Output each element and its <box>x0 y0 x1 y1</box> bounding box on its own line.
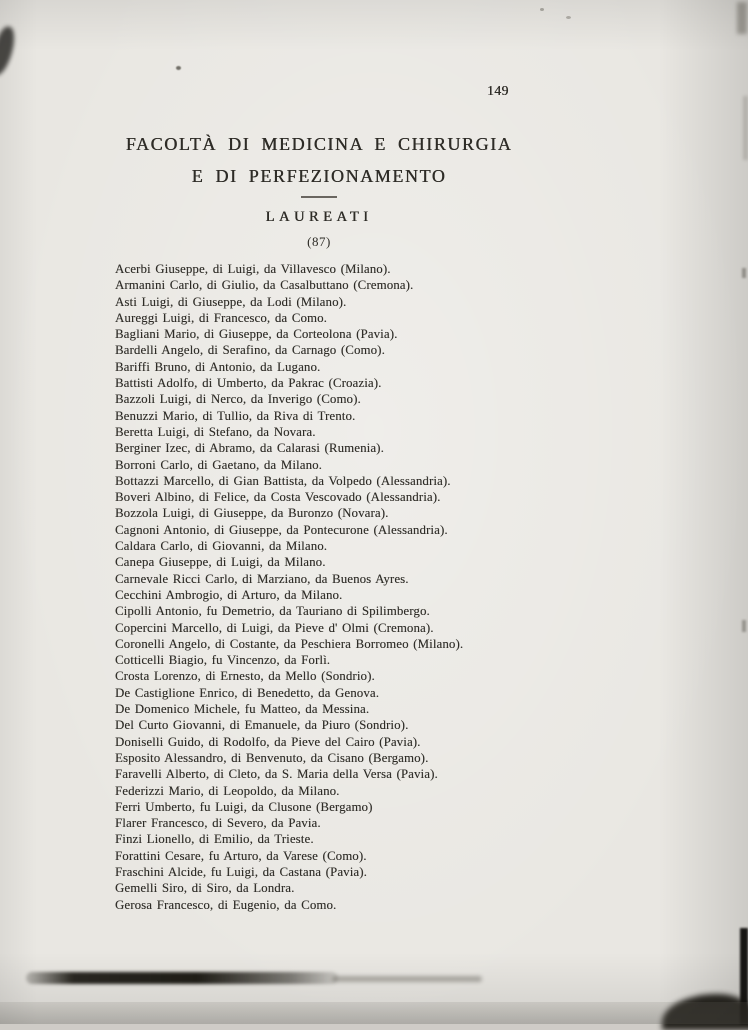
list-item: Coronelli Angelo, di Costante, da Peschiera Borromeo (Milano). <box>115 636 464 651</box>
list-item: Flarer Francesco, di Severo, da Pavia. <box>115 816 321 831</box>
list-item: Armanini Carlo, di Giulio, da Casalbuttano (Cremona). <box>115 278 414 293</box>
list-item: Aureggi Luigi, di Francesco, da Como. <box>115 310 327 325</box>
section-heading: LAUREATI <box>265 209 373 225</box>
list-item: Esposito Alessandro, di Benvenuto, da Cisano (Bergamo). <box>115 750 429 765</box>
scan-speck-right <box>742 620 746 632</box>
list-item: Forattini Cesare, fu Arturo, da Varese (Como). <box>115 848 367 863</box>
list-item: Fraschini Alcide, fu Luigi, da Castana (Pavia). <box>115 864 367 879</box>
laureati-list <box>115 261 525 913</box>
list-item: Bagliani Mario, di Giuseppe, da Corteolona (Pavia). <box>115 327 398 342</box>
scan-speck-right <box>742 268 746 278</box>
list-item: Faravelli Alberto, di Cleto, da S. Maria della Versa (Pavia). <box>115 767 438 782</box>
list-item: Cipolli Antonio, fu Demetrio, da Tauriano di Spilimbergo. <box>115 604 430 619</box>
list-item: Boveri Albino, di Felice, da Costa Vescovado (Alessandria). <box>115 490 441 505</box>
scan-speck <box>566 16 571 19</box>
list-item: Bozzola Luigi, di Giuseppe, da Buronzo (Novara). <box>115 506 389 521</box>
scan-speck <box>540 8 544 11</box>
faculty-title-line2: E DI PERFEZIONAMENTO <box>191 166 447 186</box>
faculty-title <box>113 128 525 192</box>
list-item: Carnevale Ricci Carlo, di Marziano, da Buenos Ayres. <box>115 571 409 586</box>
list-item: Acerbi Giuseppe, di Luigi, da Villavesco (Milano). <box>115 262 391 276</box>
scan-blob-bottom-right <box>662 994 748 1030</box>
list-item: Gemelli Siro, di Siro, da Londra. <box>115 881 295 896</box>
page-number: 149 <box>487 83 509 98</box>
list-item: De Domenico Michele, fu Matteo, da Messina. <box>115 702 370 717</box>
scan-smudge-top-left <box>0 24 19 77</box>
list-item: Bottazzi Marcello, di Gian Battista, da Volpedo (Alessandria). <box>115 473 451 488</box>
list-item: Del Curto Giovanni, di Emanuele, da Piuro (Sondrio). <box>115 718 409 733</box>
list-item: Finzi Lionello, di Emilio, da Trieste. <box>115 832 314 847</box>
list-item: Bariffi Bruno, di Antonio, da Lugano. <box>115 359 321 374</box>
list-item: Beretta Luigi, di Stefano, da Novara. <box>115 424 316 439</box>
scan-streak-bottom-right <box>740 928 748 1024</box>
page-content <box>113 0 525 913</box>
faculty-title-line1: FACOLTÀ DI MEDICINA E CHIRURGIA <box>125 134 513 154</box>
title-divider <box>301 196 337 198</box>
list-item: Cagnoni Antonio, di Giuseppe, da Pontecurone (Alessandria). <box>115 522 448 537</box>
list-item: Copercini Marcello, di Luigi, da Pieve d' Olmi (Cremona). <box>115 620 434 635</box>
graduate-count: (87) <box>307 234 331 249</box>
list-item: Borroni Carlo, di Gaetano, da Milano. <box>115 457 323 472</box>
list-item: Crosta Lorenzo, di Ernesto, da Mello (Sondrio). <box>115 669 375 684</box>
list-item: Berginer Izec, di Abramo, da Calarasi (Rumenia). <box>115 441 384 456</box>
list-item: Gerosa Francesco, di Eugenio, da Como. <box>115 897 337 912</box>
scan-smear-bottom-faint <box>332 976 482 982</box>
scan-streak-right <box>743 96 748 160</box>
list-item: Ferri Umberto, fu Luigi, da Clusone (Bergamo) <box>115 799 373 814</box>
list-item: De Castiglione Enrico, di Benedetto, da Genova. <box>115 685 380 700</box>
scan-bottom-edge-band <box>0 1002 748 1024</box>
scan-smear-bottom <box>26 972 338 984</box>
list-item: Cecchini Ambrogio, di Arturo, da Milano. <box>115 587 343 602</box>
list-item: Doniselli Guido, di Rodolfo, da Pieve del Cairo (Pavia). <box>115 734 421 749</box>
list-item: Asti Luigi, di Giuseppe, da Lodi (Milano). <box>115 294 347 309</box>
list-item: Federizzi Mario, di Leopoldo, da Milano. <box>115 783 340 798</box>
list-item: Cotticelli Biagio, fu Vincenzo, da Forlì. <box>115 653 331 668</box>
list-item: Battisti Adolfo, di Umberto, da Pakrac (Croazia). <box>115 376 382 391</box>
scan-mark-top-right <box>737 2 747 34</box>
list-item: Bardelli Angelo, di Serafino, da Carnago (Como). <box>115 343 385 358</box>
list-item: Bazzoli Luigi, di Nerco, da Inverigo (Como). <box>115 392 361 407</box>
list-item: Caldara Carlo, di Giovanni, da Milano. <box>115 539 328 554</box>
list-item: Benuzzi Mario, di Tullio, da Riva di Trento. <box>115 408 356 423</box>
list-item: Canepa Giuseppe, di Luigi, da Milano. <box>115 555 326 570</box>
